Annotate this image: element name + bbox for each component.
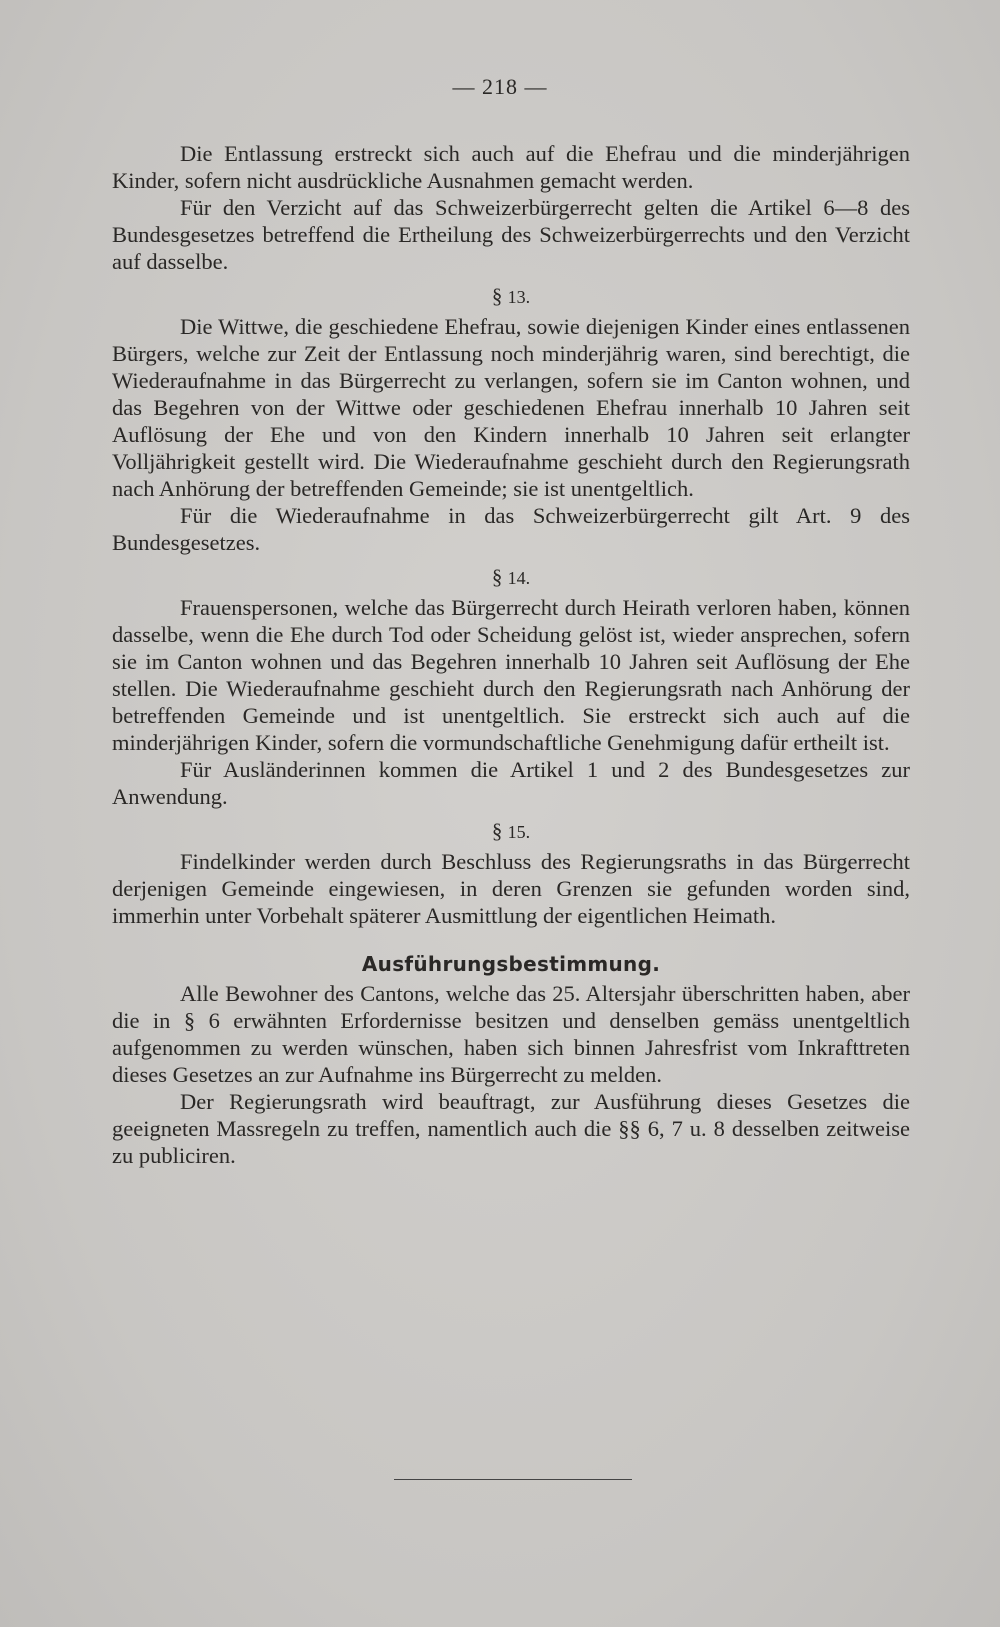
paragraph: Alle Bewohner des Cantons, welche das 25. Altersjahr überschritten haben, aber die in § 6 erwähnten Erfordernisse besitzen und denselben gemäss unentgeltlich aufgenommen zu werden wünschen, haben sich binnen Jahresfrist vom Inkrafttreten dieses Gesetzes an zur Aufnahme ins Bürgerrecht zu melden. — [112, 981, 910, 1087]
paragraph: Für Ausländerinnen kommen die Artikel 1 und 2 des Bundesgesetzes zur Anwendung. — [112, 757, 910, 809]
section-heading-15 — [112, 818, 910, 846]
paragraph: Die Entlassung erstreckt sich auch auf die Ehefrau und die minderjährigen Kinder, sofern nicht ausdrückliche Ausnahmen gemacht werden. — [112, 141, 910, 193]
end-rule — [394, 1479, 632, 1480]
section-title: Ausführungsbestimmung. — [361, 952, 661, 976]
paragraph: Findelkinder werden durch Beschluss des Regierungsraths in das Bürgerrecht derjenigen Gemeinde eingewiesen, in deren Grenzen sie gefunden worden sind, immerhin unter Vorbehalt späterer Ausmittlung der eigentlichen Heimath. — [112, 849, 910, 928]
section-heading-14 — [112, 564, 910, 592]
section-heading-13 — [112, 283, 910, 311]
section-number: 13. — [507, 287, 531, 307]
paragraph: Frauenspersonen, welche das Bürgerrecht durch Heirath verloren haben, können dasselbe, wenn die Ehe durch Tod oder Scheidung gelöst ist, wieder ansprechen, sofern sie im Canton wohnen und das Begehren innerhalb 10 Jahren seit Auflösung der Ehe stellen. Die Wiederaufnahme geschieht durch den Regierungsrath nach Anhörung der betreffenden Gemeinde und ist unentgeltlich. Sie erstreckt sich auch auf die minderjährigen Kinder, sofern die vormundschaftliche Genehmigung dafür ertheilt ist. — [112, 595, 910, 755]
section-number: 15. — [507, 822, 531, 842]
page-body — [112, 140, 910, 1169]
section-symbol: § — [491, 284, 503, 308]
section-symbol: § — [491, 819, 503, 843]
paragraph: Für den Verzicht auf das Schweizerbürgerrecht gelten die Artikel 6—8 des Bundesgesetzes betreffend die Ertheilung des Schweizerbürgerrechts und den Verzicht auf dasselbe. — [112, 195, 910, 274]
page-number: — 218 — — [452, 74, 548, 99]
section-number: 14. — [507, 568, 531, 588]
paragraph: Für die Wiederaufnahme in das Schweizerbürgerrecht gilt Art. 9 des Bundesgesetzes. — [112, 503, 910, 555]
paragraph: Der Regierungsrath wird beauftragt, zur Ausführung dieses Gesetzes die geeigneten Massregeln zu treffen, namentlich auch die §§ 6, 7 u. 8 desselben zeitweise zu publiciren. — [112, 1089, 910, 1168]
paragraph: Die Wittwe, die geschiedene Ehefrau, sowie diejenigen Kinder eines entlassenen Bürgers, welche zur Zeit der Entlassung noch minderjährig waren, sind berechtigt, die Wiederaufnahme in das Bürgerrecht zu verlangen, sofern sie im Canton wohnen, und das Begehren von der Wittwe oder geschiedenen Ehefrau innerhalb 10 Jahren seit Auflösung der Ehe und von den Kindern innerhalb 10 Jahren seit erlangter Volljährigkeit gestellt wird. Die Wiederaufnahme geschieht durch den Regierungsrath nach Anhörung der betreffenden Gemeinde; sie ist unentgeltlich. — [112, 314, 910, 501]
section-symbol: § — [491, 565, 503, 589]
